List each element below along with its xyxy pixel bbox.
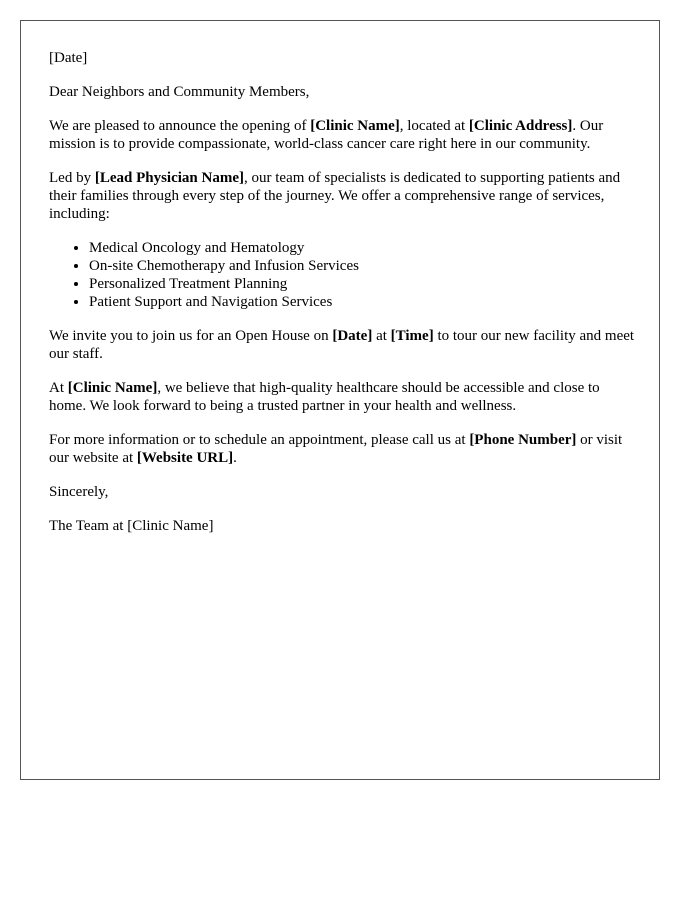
- paragraph-text: For more information or to schedule an appointment, please call us at: [49, 432, 470, 448]
- paragraph-text: .: [233, 450, 237, 466]
- signature: The Team at [Clinic Name]: [49, 518, 214, 534]
- clinic-address-placeholder: [Clinic Address]: [468, 118, 573, 134]
- paragraph-text: , located at: [399, 118, 469, 134]
- list-item: • Medical Oncology and Hematology: [89, 239, 639, 257]
- paragraph-text: or visit our website at: [49, 432, 623, 466]
- paragraph-text: Led by: [49, 170, 95, 186]
- paragraph-text: , our team of specialists is dedicated to supporting patients and their families through every step of the journey. We offer a comprehensive range of services, including:: [49, 170, 621, 222]
- paragraph-belief: [49, 379, 639, 415]
- paragraph-text: at: [372, 328, 391, 344]
- lead-physician-placeholder: [Lead Physician Name]: [94, 170, 244, 186]
- paragraph-open-house: [49, 327, 639, 363]
- list-item: • Patient Support and Navigation Services: [89, 293, 639, 311]
- letter-date: [Date]: [49, 50, 88, 66]
- salutation: Dear Neighbors and Community Members,: [49, 84, 310, 100]
- letter-page: [20, 20, 660, 780]
- time-placeholder: [Time]: [390, 328, 434, 344]
- paragraph-text: . Our mission is to provide compassionate, world-class cancer care right here in our community.: [49, 118, 604, 152]
- services-list: [49, 239, 639, 311]
- paragraph-text: At: [49, 380, 68, 396]
- paragraph-text: We are pleased to announce the opening of: [49, 118, 311, 134]
- paragraph-opening: [49, 117, 639, 153]
- clinic-name-placeholder: [Clinic Name]: [310, 118, 400, 134]
- paragraph-team: [49, 169, 639, 223]
- paragraph-contact: [49, 431, 639, 467]
- date-placeholder: [Date]: [332, 328, 373, 344]
- closing: Sincerely,: [49, 484, 109, 500]
- paragraph-text: , we believe that high-quality healthcare should be accessible and close to home. We look forward to being a trusted partner in your health and wellness.: [49, 380, 600, 414]
- list-item: • Personalized Treatment Planning: [89, 275, 639, 293]
- paragraph-text: We invite you to join us for an Open House on: [49, 328, 333, 344]
- website-placeholder: [Website URL]: [136, 450, 234, 466]
- paragraph-text: to tour our new facility and meet our staff.: [49, 328, 635, 362]
- phone-placeholder: [Phone Number]: [469, 432, 577, 448]
- letter-body: [49, 49, 639, 551]
- clinic-name-placeholder: [Clinic Name]: [67, 380, 158, 396]
- list-item: • On-site Chemotherapy and Infusion Services: [89, 257, 639, 275]
